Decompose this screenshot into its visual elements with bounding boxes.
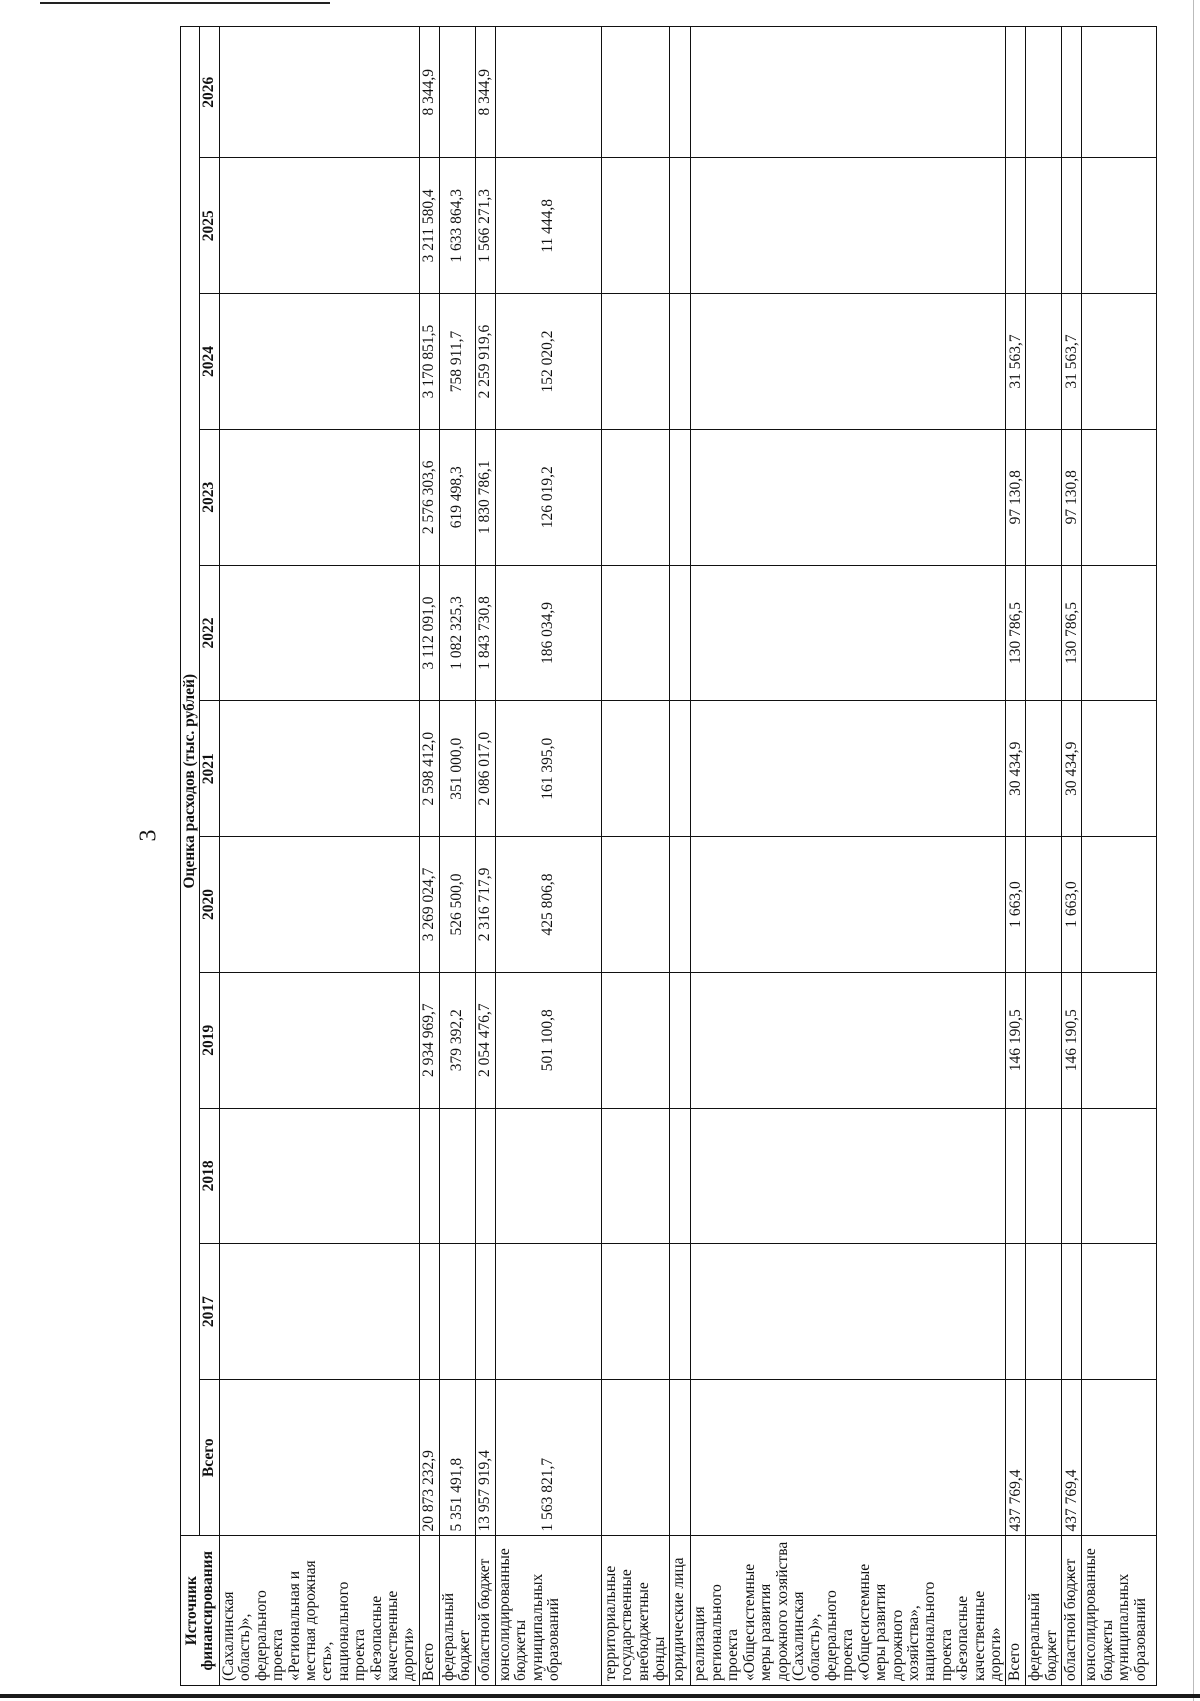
row-label: реализация регионального проекта «Общесистемные меры развития дорожного хозяйства (Сахалинская область)», федерального проекта «Общесистемные меры развития дорожного хозяйства», национального проекта «Безопасные качественные дороги»: [691, 1536, 1006, 1686]
value-cell: [219, 1380, 419, 1536]
row-label: Всего: [1006, 1536, 1026, 1686]
value-cell: [1082, 1244, 1157, 1380]
value-cell: [601, 701, 670, 837]
value-cell: 379 392,2: [439, 972, 475, 1108]
value-cell: [1062, 158, 1082, 294]
value-cell: [439, 27, 475, 158]
value-cell: [219, 1108, 419, 1244]
value-cell: [1026, 565, 1062, 701]
value-cell: 2 054 476,7: [475, 972, 495, 1108]
value-cell: 126 019,2: [495, 429, 601, 565]
value-cell: [1026, 1108, 1062, 1244]
value-cell: 437 769,4: [1006, 1380, 1026, 1536]
value-cell: [219, 1244, 419, 1380]
value-cell: [670, 294, 691, 430]
row-label: федеральный бюджет: [439, 1536, 475, 1686]
value-cell: [219, 701, 419, 837]
header-source: Источник финансирования: [181, 1536, 220, 1686]
row-label: федеральный бюджет: [1026, 1536, 1062, 1686]
value-cell: [495, 1244, 601, 1380]
value-cell: 501 100,8: [495, 972, 601, 1108]
value-cell: 2 316 717,9: [475, 837, 495, 973]
value-cell: [1026, 429, 1062, 565]
page-number: 3: [135, 829, 162, 842]
row-label: территориальные государственные внебюджетные фонды: [601, 1536, 670, 1686]
value-cell: [495, 27, 601, 158]
value-cell: [1082, 429, 1157, 565]
table-row: [495, 27, 601, 1686]
value-cell: [1062, 1108, 1082, 1244]
value-cell: 31 563,7: [1006, 294, 1026, 430]
value-cell: 8 344,9: [475, 27, 495, 158]
value-cell: [219, 429, 419, 565]
value-cell: 130 786,5: [1062, 565, 1082, 701]
table-row: [475, 27, 495, 1686]
value-cell: 5 351 491,8: [439, 1380, 475, 1536]
table-row: [1062, 27, 1082, 1686]
row-label: Всего: [419, 1536, 439, 1686]
value-cell: 8 344,9: [419, 27, 439, 158]
row-label: областной бюджет: [1062, 1536, 1082, 1686]
value-cell: 526 500,0: [439, 837, 475, 973]
value-cell: [691, 1108, 1006, 1244]
value-cell: [691, 1380, 1006, 1536]
value-cell: [1026, 1244, 1062, 1380]
value-cell: [1026, 294, 1062, 430]
value-cell: [1082, 27, 1157, 158]
value-cell: [691, 701, 1006, 837]
value-cell: [1026, 701, 1062, 837]
value-cell: [475, 1108, 495, 1244]
value-cell: [1006, 1108, 1026, 1244]
table-row: [419, 27, 439, 1686]
value-cell: [670, 27, 691, 158]
value-cell: [1082, 1380, 1157, 1536]
value-cell: 31 563,7: [1062, 294, 1082, 430]
value-cell: [601, 429, 670, 565]
value-cell: [219, 158, 419, 294]
value-cell: 161 395,0: [495, 701, 601, 837]
value-cell: [1062, 1244, 1082, 1380]
value-cell: 186 034,9: [495, 565, 601, 701]
value-cell: [670, 972, 691, 1108]
value-cell: [1082, 972, 1157, 1108]
rotated-budget-table: [180, 26, 1149, 1686]
row-label: (Сахалинская область)», федерального проекта «Региональная и местная дорожная сеть», национального проекта «Безопасные качественные дороги»: [219, 1536, 419, 1686]
table-row: [1082, 27, 1157, 1686]
value-cell: 2 259 919,6: [475, 294, 495, 430]
value-cell: [670, 1108, 691, 1244]
value-cell: [1082, 701, 1157, 837]
table-row: [219, 27, 419, 1686]
value-cell: [219, 837, 419, 973]
value-cell: 1 843 730,8: [475, 565, 495, 701]
value-cell: 20 873 232,9: [419, 1380, 439, 1536]
budget-table-body: [219, 27, 1156, 1686]
table-row: [439, 27, 475, 1686]
header-year: 2021: [200, 701, 219, 837]
value-cell: [691, 429, 1006, 565]
value-cell: [691, 294, 1006, 430]
value-cell: 30 434,9: [1062, 701, 1082, 837]
value-cell: 351 000,0: [439, 701, 475, 837]
value-cell: [439, 1244, 475, 1380]
value-cell: [1062, 27, 1082, 158]
value-cell: 425 806,8: [495, 837, 601, 973]
value-cell: [670, 429, 691, 565]
value-cell: 1 663,0: [1006, 837, 1026, 973]
value-cell: [670, 1380, 691, 1536]
value-cell: [601, 565, 670, 701]
header-year: 2022: [200, 565, 219, 701]
value-cell: 152 020,2: [495, 294, 601, 430]
value-cell: [1082, 294, 1157, 430]
header-year: 2024: [200, 294, 219, 430]
value-cell: [670, 158, 691, 294]
header-group: Оценка расходов (тыс. рублей): [181, 27, 200, 1536]
value-cell: [691, 565, 1006, 701]
value-cell: 97 130,8: [1006, 429, 1026, 565]
value-cell: [1082, 158, 1157, 294]
value-cell: [1006, 1244, 1026, 1380]
value-cell: [219, 27, 419, 158]
value-cell: [601, 1380, 670, 1536]
scan-edge-top: [40, 2, 330, 4]
value-cell: [601, 1108, 670, 1244]
value-cell: 2 576 303,6: [419, 429, 439, 565]
value-cell: [1026, 1380, 1062, 1536]
row-label: консолидированные бюджеты муниципальных образований: [495, 1536, 601, 1686]
value-cell: [601, 837, 670, 973]
value-cell: [1026, 27, 1062, 158]
value-cell: [1026, 972, 1062, 1108]
value-cell: 3 170 851,5: [419, 294, 439, 430]
row-label: юридические лица: [670, 1536, 691, 1686]
row-label: консолидированные бюджеты муниципальных образований: [1082, 1536, 1157, 1686]
value-cell: 2 934 969,7: [419, 972, 439, 1108]
header-year: 2017: [200, 1244, 219, 1380]
value-cell: 1 082 325,3: [439, 565, 475, 701]
scan-edge-right: [1193, 0, 1194, 1701]
value-cell: 130 786,5: [1006, 565, 1026, 701]
value-cell: 146 190,5: [1062, 972, 1082, 1108]
value-cell: [670, 837, 691, 973]
value-cell: [1082, 837, 1157, 973]
header-year: 2019: [200, 972, 219, 1108]
value-cell: 1 663,0: [1062, 837, 1082, 973]
value-cell: [219, 565, 419, 701]
value-cell: [1006, 158, 1026, 294]
value-cell: [475, 1244, 495, 1380]
value-cell: [670, 701, 691, 837]
header-year: 2025: [200, 158, 219, 294]
value-cell: [219, 972, 419, 1108]
value-cell: 2 086 017,0: [475, 701, 495, 837]
value-cell: [601, 158, 670, 294]
value-cell: 3 269 024,7: [419, 837, 439, 973]
value-cell: [1026, 158, 1062, 294]
value-cell: [439, 1108, 475, 1244]
value-cell: [670, 565, 691, 701]
header-year: 2018: [200, 1108, 219, 1244]
table-row: [670, 27, 691, 1686]
scan-edge-bottom: [0, 1694, 1200, 1698]
value-cell: 437 769,4: [1062, 1380, 1082, 1536]
value-cell: 146 190,5: [1006, 972, 1026, 1108]
budget-table: [180, 26, 1157, 1686]
row-label: областной бюджет: [475, 1536, 495, 1686]
value-cell: 1 563 821,7: [495, 1380, 601, 1536]
value-cell: [691, 837, 1006, 973]
table-row: [601, 27, 670, 1686]
value-cell: [691, 1244, 1006, 1380]
header-year: 2020: [200, 837, 219, 973]
value-cell: [1006, 27, 1026, 158]
value-cell: 758 911,7: [439, 294, 475, 430]
value-cell: 3 112 091,0: [419, 565, 439, 701]
value-cell: [691, 972, 1006, 1108]
value-cell: 13 957 919,4: [475, 1380, 495, 1536]
value-cell: 11 444,8: [495, 158, 601, 294]
value-cell: 1 566 271,3: [475, 158, 495, 294]
value-cell: [601, 1244, 670, 1380]
header-year: 2023: [200, 429, 219, 565]
value-cell: [601, 27, 670, 158]
value-cell: 1 830 786,1: [475, 429, 495, 565]
table-row: [691, 27, 1006, 1686]
value-cell: [1026, 837, 1062, 973]
value-cell: [419, 1244, 439, 1380]
value-cell: 619 498,3: [439, 429, 475, 565]
value-cell: [691, 27, 1006, 158]
value-cell: 3 211 580,4: [419, 158, 439, 294]
value-cell: 30 434,9: [1006, 701, 1026, 837]
value-cell: [419, 1108, 439, 1244]
table-row: [1006, 27, 1026, 1686]
value-cell: 1 633 864,3: [439, 158, 475, 294]
table-row: [1026, 27, 1062, 1686]
header-year: 2026: [200, 27, 219, 158]
header-year: Всего: [200, 1380, 219, 1536]
value-cell: [1082, 565, 1157, 701]
value-cell: [670, 1244, 691, 1380]
value-cell: 97 130,8: [1062, 429, 1082, 565]
value-cell: [601, 972, 670, 1108]
value-cell: 2 598 412,0: [419, 701, 439, 837]
value-cell: [495, 1108, 601, 1244]
value-cell: [601, 294, 670, 430]
value-cell: [1082, 1108, 1157, 1244]
value-cell: [219, 294, 419, 430]
value-cell: [691, 158, 1006, 294]
